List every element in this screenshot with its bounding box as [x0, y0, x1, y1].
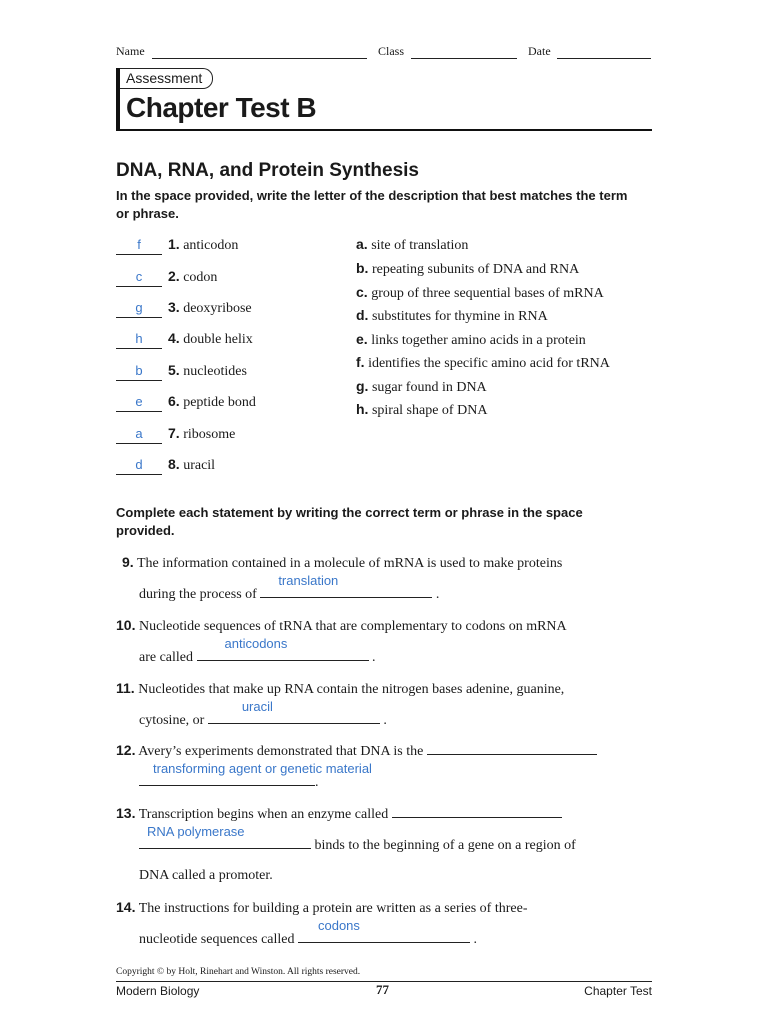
matching-item: e 6. peptide bond	[116, 393, 256, 412]
matching-item: d 8. uracil	[116, 456, 215, 475]
date-field[interactable]	[557, 58, 651, 59]
page-title: Chapter Test B	[126, 92, 317, 123]
question-14-line-1: 14. The instructions for building a protein are written as a series of three-	[116, 899, 528, 916]
answer-blank[interactable]: g	[116, 300, 162, 318]
name-label: Name	[116, 44, 145, 58]
answer-blank[interactable]: uracil	[208, 711, 380, 724]
question-10-line-2: are called anticodons .	[139, 636, 376, 665]
description-item: b. repeating subunits of DNA and RNA	[356, 260, 580, 277]
title-rule	[116, 129, 652, 131]
answer-blank-part-2[interactable]: transforming agent or genetic material	[139, 773, 315, 786]
copyright: Copyright © by Holt, Rinehart and Winston. All rights reserved.	[116, 967, 361, 977]
matching-item: c 2. codon	[116, 268, 217, 287]
question-12-line-2: transforming agent or genetic material .	[139, 773, 319, 791]
description-item: a. site of translation	[356, 236, 469, 253]
question-13-line-1: 13. Transcription begins when an enzyme called	[116, 805, 562, 823]
question-12-line-1: 12. Avery’s experiments demonstrated that DNA is the	[116, 742, 597, 760]
footer-section: Chapter Test	[584, 984, 652, 998]
answer-blank[interactable]: translation	[260, 585, 432, 598]
matching-item: b 5. nucleotides	[116, 362, 247, 381]
description-item: e. links together amino acids in a protein	[356, 331, 586, 348]
answer-blank[interactable]: f	[116, 237, 162, 255]
matching-item: f 1. anticodon	[116, 236, 238, 255]
question-14-line-2: nucleotide sequences called codons .	[139, 918, 477, 947]
answer-blank[interactable]: e	[116, 394, 162, 412]
answer-blank[interactable]: anticodons	[197, 648, 369, 661]
question-11-line-2: cytosine, or uracil .	[139, 699, 387, 728]
description-item: g. sugar found in DNA	[356, 378, 487, 395]
answer-blank[interactable]: a	[116, 426, 162, 444]
answer-blank[interactable]: h	[116, 331, 162, 349]
description-item: c. group of three sequential bases of mRNA	[356, 284, 604, 301]
completion-instructions: Complete each statement by writing the correct term or phrase in the space provided.	[116, 505, 583, 538]
description-item: f. identifies the specific amino acid for tRNA	[356, 354, 610, 371]
footer-book-title: Modern Biology	[116, 984, 200, 998]
question-10-line-1: 10. Nucleotide sequences of tRNA that are complementary to codons on mRNA	[116, 617, 567, 634]
matching-item: a 7. ribosome	[116, 425, 235, 444]
assessment-tab: Assessment	[120, 68, 213, 89]
question-9-line-1: 9. The information contained in a molecule of mRNA is used to make proteins	[122, 554, 563, 571]
answer-blank[interactable]: d	[116, 457, 162, 475]
page-number: 77	[376, 982, 389, 997]
question-11-line-1: 11. Nucleotides that make up RNA contain the nitrogen bases adenine, guanine,	[116, 680, 565, 697]
description-item: d. substitutes for thymine in RNA	[356, 307, 548, 324]
class-label: Class	[378, 44, 405, 58]
answer-blank-part-2[interactable]: RNA polymerase	[139, 836, 311, 849]
class-field[interactable]	[411, 58, 517, 59]
answer-blank[interactable]: codons	[298, 930, 470, 943]
question-13-line-2: RNA polymerase binds to the beginning of a gene on a region of	[139, 836, 576, 854]
question-9-line-2: during the process of translation .	[139, 573, 440, 602]
matching-instructions: In the space provided, write the letter of the description that best matches the term or phrase.	[116, 188, 628, 221]
description-item: h. spiral shape of DNA	[356, 401, 488, 418]
matching-item: g 3. deoxyribose	[116, 299, 252, 318]
question-13-line-3: DNA called a promoter.	[139, 868, 273, 883]
matching-item: h 4. double helix	[116, 330, 253, 349]
date-label: Date	[528, 44, 551, 58]
answer-blank[interactable]: b	[116, 363, 162, 381]
answer-blank-part-1[interactable]	[392, 805, 562, 818]
name-field[interactable]	[152, 58, 367, 59]
section-title: DNA, RNA, and Protein Synthesis	[116, 160, 419, 181]
answer-blank-part-1[interactable]	[427, 742, 597, 755]
answer-blank[interactable]: c	[116, 269, 162, 287]
